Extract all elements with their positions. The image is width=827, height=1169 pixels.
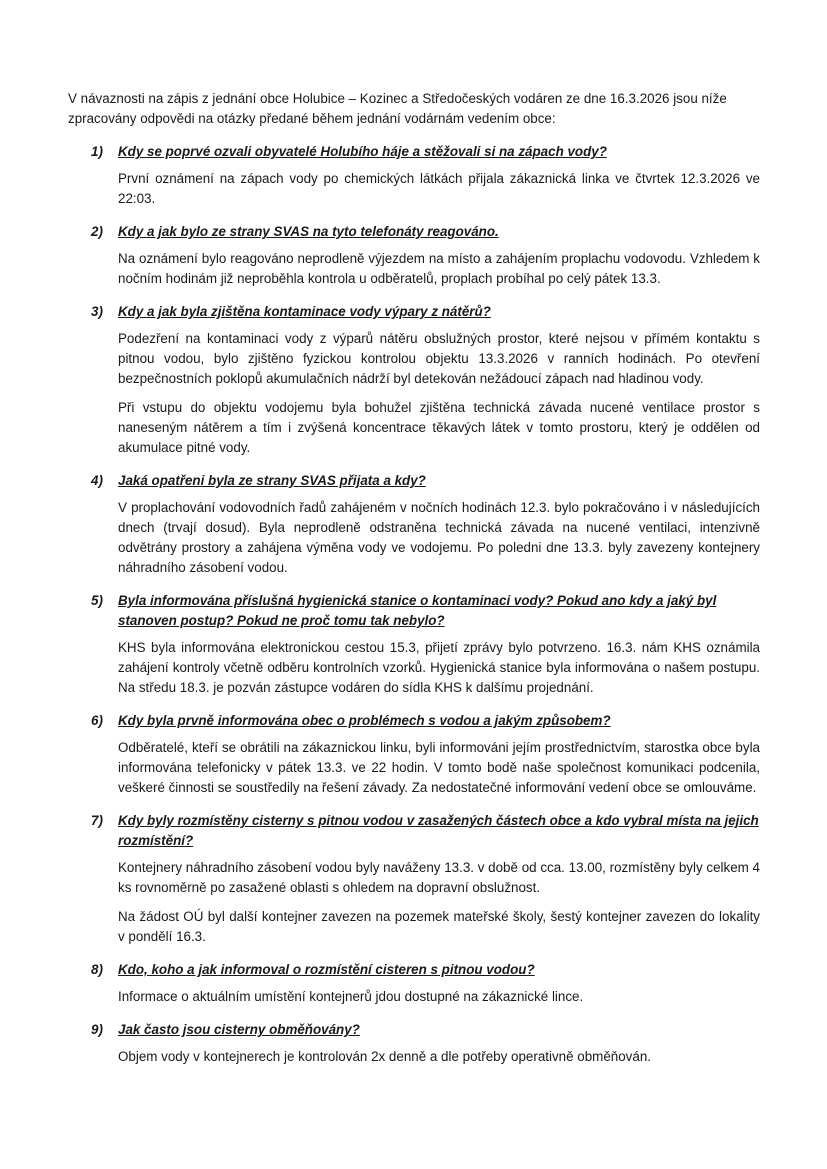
question-text: Byla informována příslušná hygienická stanice o kontaminaci vody? Pokud ano kdy a jaký byl stanoven postup? Pokud ne proč tomu tak nebylo?: [118, 593, 717, 628]
question-number: 9): [91, 1022, 103, 1037]
answer-paragraph: Kontejnery náhradního zásobení vodou byly naváženy 13.3. v době od cca. 13.00, rozmístěny byly celkem 4 ks rovnoměrně po zasažené oblasti s ohledem na dopravní obslužnost.: [118, 860, 760, 895]
question-item: [68, 471, 760, 578]
question-number: 2): [91, 224, 103, 239]
answer: [118, 498, 760, 578]
answer: [118, 987, 760, 1007]
answer: [118, 1047, 760, 1067]
question-text: Kdy se poprvé ozvali obyvatelé Holubího háje a stěžovali si na zápach vody?: [118, 144, 607, 159]
answer-paragraph: První oznámení na zápach vody po chemických látkách přijala zákaznická linka ve čtvrtek 12.3.2026 ve 22:03.: [118, 171, 760, 206]
question-text: Kdy byly rozmístěny cisterny s pitnou vodou v zasažených částech obce a kdo vybral místa na jejich rozmístění?: [118, 813, 759, 848]
question-number: 7): [91, 813, 103, 828]
question: [68, 960, 760, 980]
question: [68, 811, 760, 851]
answer: [118, 329, 760, 458]
question: [68, 711, 760, 731]
question: [68, 471, 760, 491]
answer-paragraph: Podezření na kontaminaci vody z výparů nátěru obslužných prostor, které nejsou v přímém kontaktu s pitnou vodou, bylo zjištěno fyzickou kontrolou objektu 13.3.2026 v ranních hodinách. Po otevření bezpečnostních poklopů akumulačních nádrží byl detekován nežádoucí zápach nad hladinou vody.: [118, 331, 760, 386]
question-text: Jak často jsou cisterny obměňovány?: [118, 1022, 360, 1037]
question-text: Kdy byla prvně informována obec o problémech s vodou a jakým způsobem?: [118, 713, 611, 728]
question: [68, 302, 760, 322]
answer: [118, 169, 760, 209]
question-number: 8): [91, 962, 103, 977]
question-item: [68, 811, 760, 947]
answer-paragraph: V proplachování vodovodních řadů zahájeném v nočních hodinách 12.3. bylo pokračováno i v následujících dnech (trvají dosud). Byla neprodleně odstraněna technická závada na nucené ventilaci, intenzivně odvětrány prostory a zahájena výměna vody ve vodojemu. Po poledni dne 13.3. byly zavezeny kontejnery náhradního zásobení vodou.: [118, 500, 760, 575]
question-item: [68, 960, 760, 1007]
answer: [118, 738, 760, 798]
question: [68, 222, 760, 242]
question-item: [68, 711, 760, 798]
answer-paragraph: Informace o aktuálním umístění kontejnerů jdou dostupné na zákaznické lince.: [118, 989, 584, 1004]
question: [68, 142, 760, 162]
question-item: [68, 591, 760, 698]
answer-paragraph: KHS byla informována elektronickou cestou 15.3, přijetí zprávy bylo potvrzeno. 16.3. nám KHS oznámila zahájení kontroly včetně odběru kontrolních vzorků. Hygienická stanice byla informována o našem postupu. Na středu 18.3. je pozván zástupce vodáren do sídla KHS k dalšímu projednání.: [118, 640, 760, 695]
answer: [118, 858, 760, 947]
question-number: 5): [91, 593, 103, 608]
document-page: [68, 89, 760, 1080]
question-text: Kdo, koho a jak informoval o rozmístění cisteren s pitnou vodou?: [118, 962, 535, 977]
answer-paragraph: Na žádost OÚ byl další kontejner zavezen na pozemek mateřské školy, šestý kontejner zavezen do lokality v pondělí 16.3.: [118, 909, 760, 944]
question-text: Kdy a jak bylo ze strany SVAS na tyto telefonáty reagováno.: [118, 224, 499, 239]
question: [68, 591, 760, 631]
question-number: 4): [91, 473, 103, 488]
question-number: 3): [91, 304, 103, 319]
question-list: [68, 142, 760, 1067]
question-text: Jaká opatřeni byla ze strany SVAS přijata a kdy?: [118, 473, 426, 488]
question-number: 1): [91, 144, 103, 159]
answer-paragraph: Při vstupu do objektu vodojemu byla bohužel zjištěna technická závada nucené ventilace prostor s naneseným nátěrem a tím i zvýšená koncentrace těkavých látek v tomto prostoru, který je oddělen od akumulace pitné vody.: [118, 400, 760, 455]
question: [68, 1020, 760, 1040]
answer: [118, 249, 760, 289]
question-item: [68, 1020, 760, 1067]
answer-paragraph: Objem vody v kontejnerech je kontrolován 2x denně a dle potřeby operativně obměňován.: [118, 1049, 651, 1064]
question-item: [68, 142, 760, 209]
answer-paragraph: Na oznámení bylo reagováno neprodleně výjezdem na místo a zahájením proplachu vodovodu. Vzhledem k nočním hodinám již neproběhla kontrola u odběratelů, proplach probíhal po celý pátek 13.3.: [118, 251, 760, 286]
answer-paragraph: Odběratelé, kteří se obrátili na zákaznickou linku, byli informováni jejím prostřednictvím, starostka obce byla informována telefonicky v pátek 13.3. ve 22 hodin. V tomto bodě naše společnost komunikaci podcenila, veškeré činnosti se soustředily na řešení závady. Za nedostatečné informování vedení obce se omlouváme.: [118, 740, 760, 795]
question-number: 6): [91, 713, 103, 728]
question-text: Kdy a jak byla zjištěna kontaminace vody výpary z nátěrů?: [118, 304, 491, 319]
intro-paragraph: V návaznosti na zápis z jednání obce Holubice – Kozinec a Středočeských vodáren ze dne 16.3.2026 jsou níže zpracovány odpovědi na otázky předané během jednání vodárnám vedením obce:: [68, 91, 727, 126]
answer: [118, 638, 760, 698]
question-item: [68, 222, 760, 289]
question-item: [68, 302, 760, 458]
